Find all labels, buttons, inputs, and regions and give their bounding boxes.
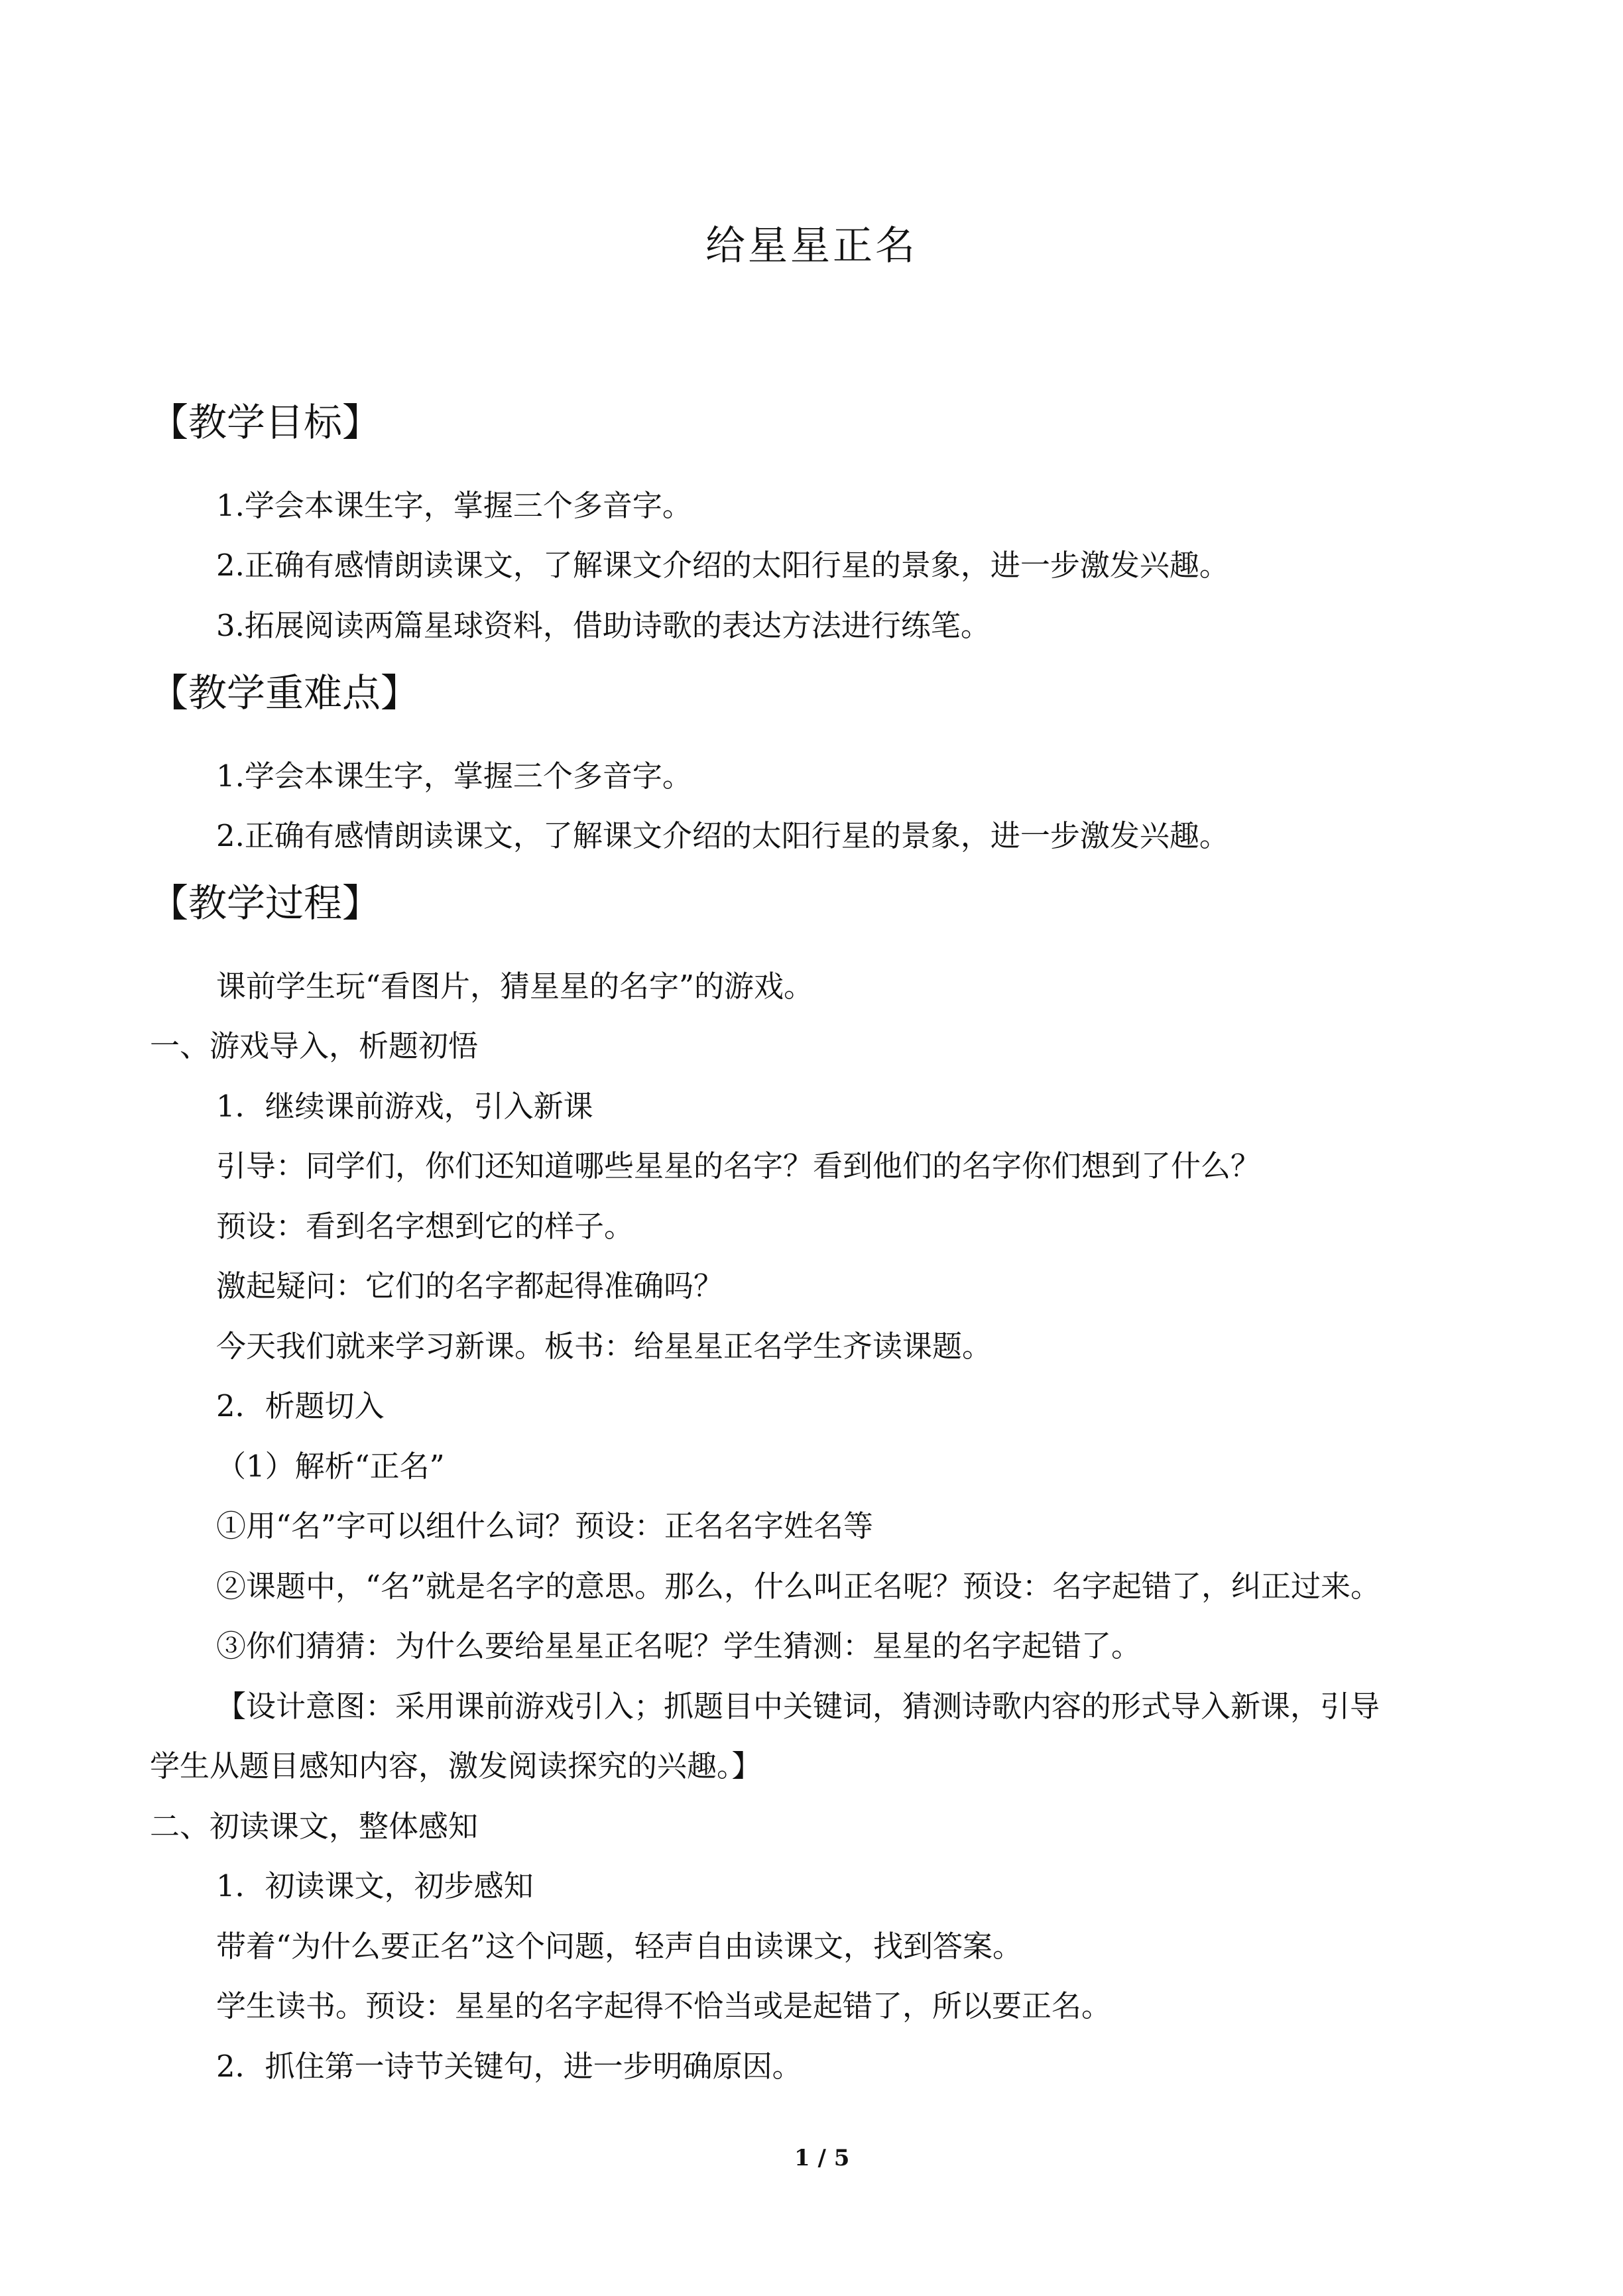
document-title: 给星星正名 bbox=[705, 223, 918, 269]
key-point-item: 2.正确有感情朗读课文，了解课文介绍的太阳行星的景象，进一步激发兴趣。 bbox=[216, 818, 1229, 853]
process-line: （1）解析“正名” bbox=[216, 1449, 445, 1484]
process-line: ②课题中，“名”就是名字的意思。那么，什么叫正名呢？预设：名字起错了，纠正过来。 bbox=[216, 1569, 1381, 1604]
process-line: 1．初读课文，初步感知 bbox=[216, 1868, 534, 1903]
objective-item: 3.拓展阅读两篇星球资料，借助诗歌的表达方法进行练笔。 bbox=[216, 608, 991, 643]
process-line: 2．析题切入 bbox=[216, 1388, 385, 1423]
process-subheading: 二、初读课文，整体感知 bbox=[150, 1809, 479, 1844]
process-line: 引导：同学们，你们还知道哪些星星的名字？看到他们的名字你们想到了什么？ bbox=[216, 1148, 1261, 1183]
objective-item: 1.学会本课生字，掌握三个多音字。 bbox=[216, 488, 692, 523]
process-line: 学生读书。预设：星星的名字起得不恰当或是起错了，所以要正名。 bbox=[216, 1988, 1112, 2024]
process-line: 2．抓住第一诗节关键句，进一步明确原因。 bbox=[216, 2049, 802, 2084]
page-number: 1 / 5 bbox=[794, 2145, 850, 2171]
process-line: 预设：看到名字想到它的样子。 bbox=[216, 1209, 634, 1244]
process-line: ①用“名”字可以组什么词？预设：正名名字姓名等 bbox=[216, 1508, 874, 1543]
section-heading-objectives: 【教学目标】 bbox=[150, 400, 381, 445]
process-line: ③你们猜猜：为什么要给星星正名呢？学生猜测：星星的名字起错了。 bbox=[216, 1628, 1142, 1663]
objective-item: 2.正确有感情朗读课文，了解课文介绍的太阳行星的景象，进一步激发兴趣。 bbox=[216, 548, 1229, 583]
design-intent-note: 【设计意图：采用课前游戏引入；抓题目中关键词，猜测诗歌内容的形式导入新课，引导 bbox=[216, 1689, 1380, 1724]
section-heading-process: 【教学过程】 bbox=[150, 880, 381, 926]
process-line: 激起疑问：它们的名字都起得准确吗？ bbox=[216, 1268, 724, 1303]
process-line: 课前学生玩“看图片，猜星星的名字”的游戏。 bbox=[216, 969, 814, 1004]
process-line: 1．继续课前游戏，引入新课 bbox=[216, 1089, 593, 1124]
process-line: 今天我们就来学习新课。板书：给星星正名学生齐读课题。 bbox=[216, 1329, 992, 1364]
section-heading-key-points: 【教学重难点】 bbox=[150, 670, 420, 715]
key-point-item: 1.学会本课生字，掌握三个多音字。 bbox=[216, 758, 692, 794]
process-subheading: 一、游戏导入，析题初悟 bbox=[150, 1028, 479, 1063]
design-intent-note: 学生从题目感知内容，激发阅读探究的兴趣。】 bbox=[150, 1748, 762, 1783]
process-line: 带着“为什么要正名”这个问题，轻声自由读课文，找到答案。 bbox=[216, 1929, 1023, 1964]
